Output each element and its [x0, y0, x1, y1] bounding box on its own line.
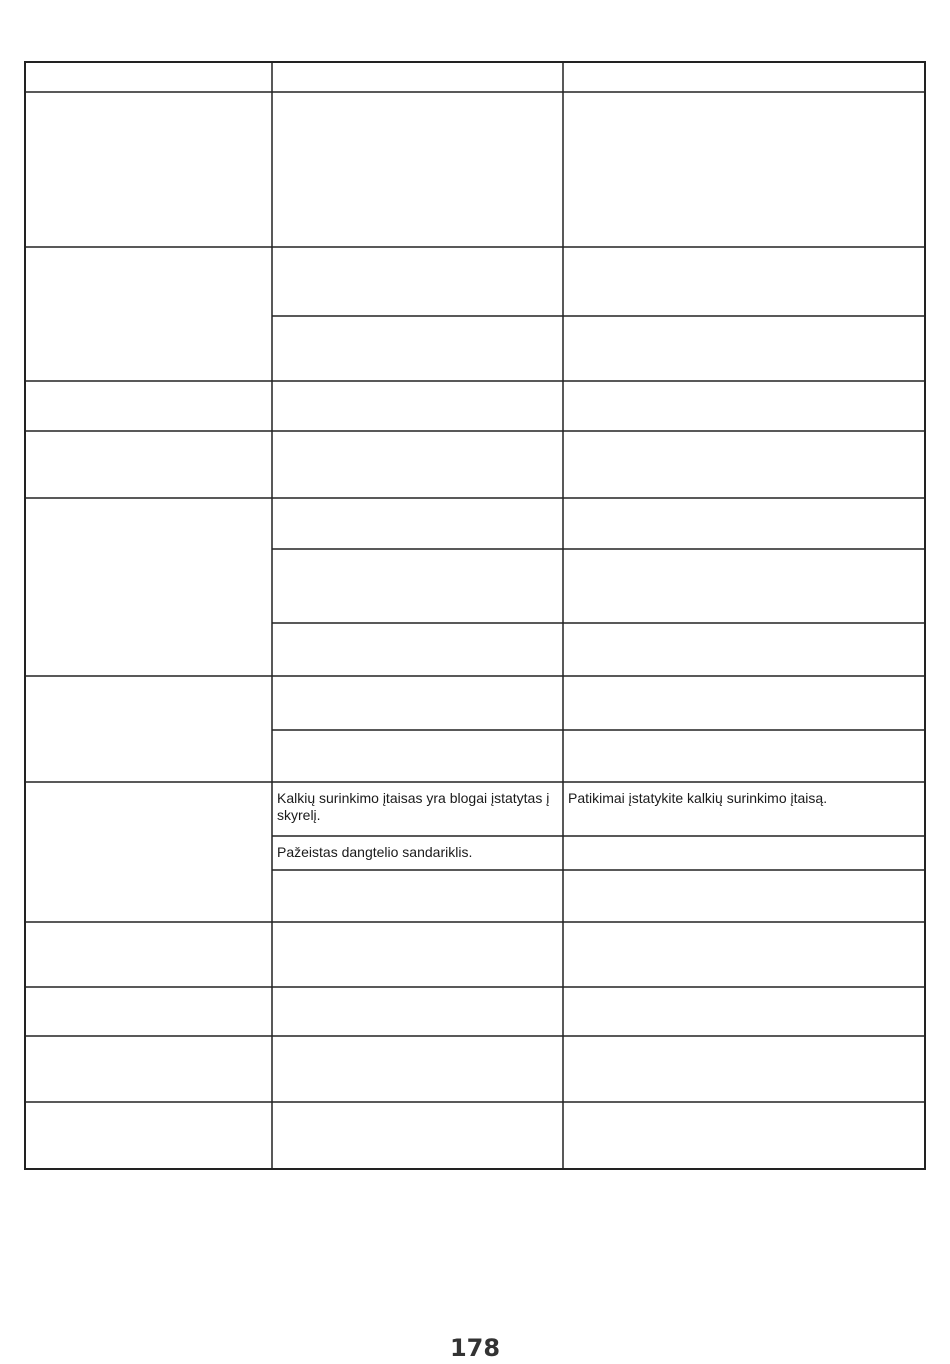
table-cell-cause: Pažeistas dangtelio sandariklis. — [277, 844, 473, 860]
page-number: 178 — [449, 1334, 501, 1362]
table-grid-lines — [24, 61, 926, 1171]
table-cell-remedy: Patikimai įstatykite kalkių surinkimo įtaisą. — [568, 790, 828, 806]
table-cell-cause: Kalkių surinkimo įtaisas yra blogai įstatytas į skyrelį. — [277, 790, 550, 823]
troubleshooting-table — [24, 61, 926, 1171]
